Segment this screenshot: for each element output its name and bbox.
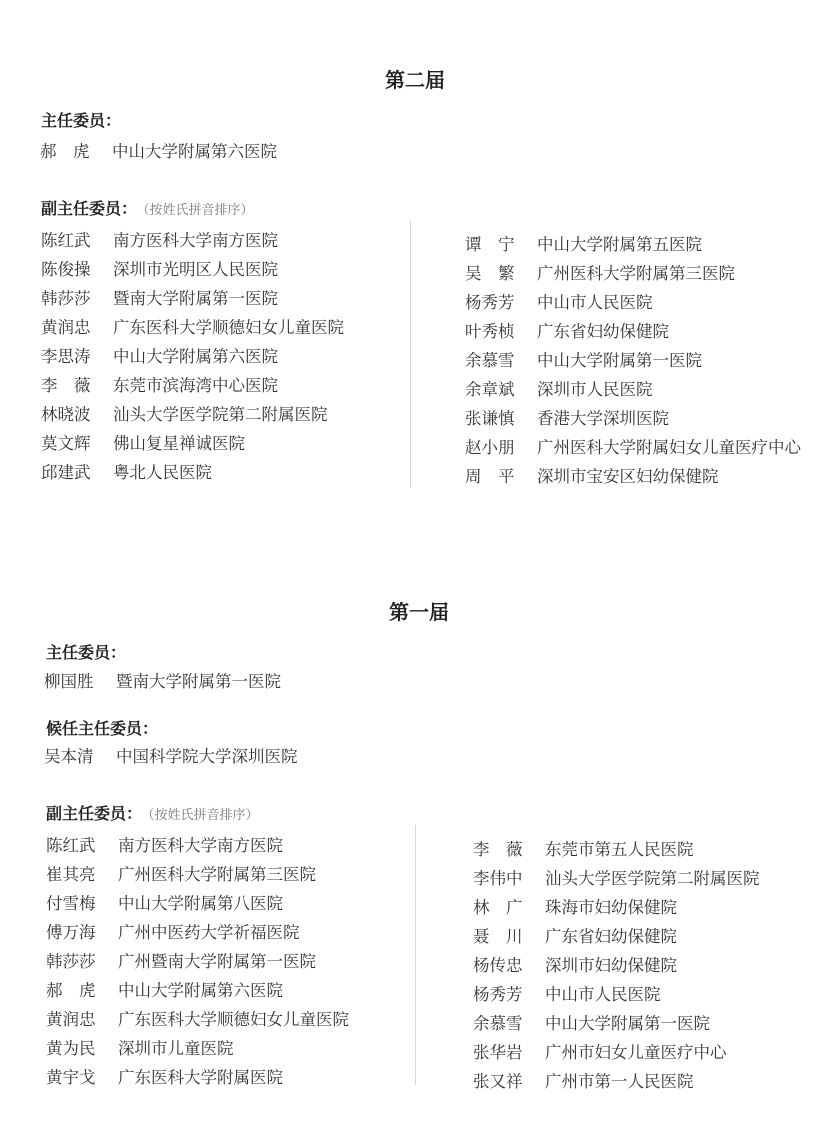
session1-vice-label <box>46 801 259 824</box>
vice-label-text: 副主任委员： <box>46 804 143 823</box>
member-name: 吴 繁 <box>465 264 515 283</box>
member-name: 张又祥 <box>473 1072 523 1091</box>
member-name: 李 薇 <box>41 376 91 395</box>
member-org: 汕头大学医学院第二附属医院 <box>113 405 328 424</box>
member-org: 中山大学附属第六医院 <box>118 981 283 1000</box>
member-org: 暨南大学附属第一医院 <box>113 289 278 308</box>
list-item <box>41 255 344 284</box>
session2-left-column <box>41 226 344 487</box>
column-divider <box>415 825 416 1085</box>
member-org: 南方医科大学南方医院 <box>118 836 283 855</box>
member-name: 李思涛 <box>41 347 91 366</box>
list-item <box>46 976 349 1005</box>
member-org: 广州医科大学附属妇女儿童医疗中心 <box>537 438 801 457</box>
session1-designate-label: 候任主任委员： <box>46 719 159 738</box>
column-divider <box>410 220 411 488</box>
list-item <box>465 404 801 433</box>
list-item <box>41 400 344 429</box>
member-name: 张谦慎 <box>465 409 515 428</box>
member-org: 深圳市人民医院 <box>537 380 653 399</box>
session2-vice-label <box>41 196 254 219</box>
list-item <box>41 313 344 342</box>
member-name: 黄润忠 <box>46 1010 96 1029</box>
member-name: 柳国胜 <box>44 672 94 691</box>
member-org: 深圳市儿童医院 <box>118 1039 234 1058</box>
list-item <box>473 1067 760 1096</box>
session2-right-column <box>465 230 801 491</box>
member-name: 赵小朋 <box>465 438 515 457</box>
member-name: 杨秀芳 <box>473 985 523 1004</box>
member-org: 东莞市第五人民医院 <box>545 840 694 859</box>
list-item <box>41 226 344 255</box>
session2-chair-row <box>40 138 277 162</box>
list-item <box>465 317 801 346</box>
member-org: 广东医科大学顺德妇女儿童医院 <box>113 318 344 337</box>
member-org: 中山市人民医院 <box>537 293 653 312</box>
list-item <box>465 230 801 259</box>
list-item <box>41 458 344 487</box>
session1-left-column <box>46 831 349 1092</box>
session2-title: 第二届 <box>385 68 445 92</box>
session2-chair-label: 主任委员： <box>41 111 122 130</box>
member-org: 广东省妇幼保健院 <box>545 927 677 946</box>
member-org: 汕头大学医学院第二附属医院 <box>545 869 760 888</box>
member-org: 广州医科大学附属第三医院 <box>118 865 316 884</box>
member-name: 周 平 <box>465 467 515 486</box>
list-item <box>473 864 760 893</box>
list-item <box>41 429 344 458</box>
member-name: 杨秀芳 <box>465 293 515 312</box>
member-org: 东莞市滨海湾中心医院 <box>113 376 278 395</box>
member-org: 中山大学附属第五医院 <box>537 235 702 254</box>
sort-note: （按姓氏拼音排序） <box>143 203 254 218</box>
member-name: 叶秀桢 <box>465 322 515 341</box>
member-name: 余慕雪 <box>473 1014 523 1033</box>
member-name: 郝 虎 <box>46 981 96 1000</box>
member-org: 中国科学院大学深圳医院 <box>116 747 298 766</box>
member-name: 张华岩 <box>473 1043 523 1062</box>
session1-right-column <box>473 835 760 1096</box>
list-item <box>473 1009 760 1038</box>
list-item <box>473 893 760 922</box>
member-org: 广州暨南大学附属第一医院 <box>118 952 316 971</box>
list-item <box>46 1034 349 1063</box>
member-org: 香港大学深圳医院 <box>537 409 669 428</box>
member-name: 李 薇 <box>473 840 523 859</box>
member-org: 深圳市光明区人民医院 <box>113 260 278 279</box>
list-item <box>465 375 801 404</box>
list-item <box>41 342 344 371</box>
list-item <box>473 980 760 1009</box>
list-item <box>46 918 349 947</box>
member-org: 广州中医药大学祈福医院 <box>118 923 300 942</box>
member-name: 郝 虎 <box>40 142 90 161</box>
member-name: 李伟中 <box>473 869 523 888</box>
list-item <box>41 371 344 400</box>
member-org: 中山大学附属第六医院 <box>112 142 277 161</box>
list-item <box>46 831 349 860</box>
list-item <box>465 462 801 491</box>
member-name: 余慕雪 <box>465 351 515 370</box>
list-item <box>46 1063 349 1092</box>
vice-label-text: 副主任委员： <box>41 199 138 218</box>
session1-chair-row <box>44 668 281 692</box>
list-item <box>465 433 801 462</box>
member-org: 珠海市妇幼保健院 <box>545 898 677 917</box>
list-item <box>46 889 349 918</box>
member-name: 陈红武 <box>41 231 91 250</box>
list-item <box>473 835 760 864</box>
member-name: 陈俊操 <box>41 260 91 279</box>
member-org: 南方医科大学南方医院 <box>113 231 278 250</box>
list-item <box>473 1038 760 1067</box>
member-name: 傅万海 <box>46 923 96 942</box>
member-name: 林晓波 <box>41 405 91 424</box>
member-name: 崔其亮 <box>46 865 96 884</box>
member-org: 中山市人民医院 <box>545 985 661 1004</box>
member-name: 谭 宁 <box>465 235 515 254</box>
member-org: 中山大学附属第一医院 <box>537 351 702 370</box>
session1-title: 第一届 <box>389 600 449 624</box>
member-name: 韩莎莎 <box>46 952 96 971</box>
member-org: 广东医科大学顺德妇女儿童医院 <box>118 1010 349 1029</box>
member-org: 暨南大学附属第一医院 <box>116 672 281 691</box>
session1-chair-label: 主任委员： <box>46 643 127 662</box>
member-name: 莫文辉 <box>41 434 91 453</box>
sort-note: （按姓氏拼音排序） <box>148 808 259 823</box>
member-name: 聂 川 <box>473 927 523 946</box>
member-org: 深圳市宝安区妇幼保健院 <box>537 467 719 486</box>
member-org: 中山大学附属第八医院 <box>118 894 283 913</box>
member-name: 付雪梅 <box>46 894 96 913</box>
member-org: 粤北人民医院 <box>113 463 212 482</box>
member-org: 广州医科大学附属第三医院 <box>537 264 735 283</box>
member-name: 韩莎莎 <box>41 289 91 308</box>
member-name: 黄为民 <box>46 1039 96 1058</box>
list-item <box>465 288 801 317</box>
member-name: 黄润忠 <box>41 318 91 337</box>
member-org: 中山大学附属第一医院 <box>545 1014 710 1033</box>
member-org: 广东医科大学附属医院 <box>118 1068 283 1087</box>
list-item <box>473 922 760 951</box>
member-name: 余章斌 <box>465 380 515 399</box>
list-item <box>473 951 760 980</box>
list-item <box>465 259 801 288</box>
member-org: 中山大学附属第六医院 <box>113 347 278 366</box>
list-item <box>41 284 344 313</box>
member-name: 邱建武 <box>41 463 91 482</box>
member-name: 黄宇戈 <box>46 1068 96 1087</box>
member-org: 深圳市妇幼保健院 <box>545 956 677 975</box>
member-org: 佛山复星禅诚医院 <box>113 434 245 453</box>
list-item <box>46 1005 349 1034</box>
member-org: 广州市妇女儿童医疗中心 <box>545 1043 727 1062</box>
list-item <box>465 346 801 375</box>
list-item <box>46 947 349 976</box>
member-name: 吴本清 <box>44 747 94 766</box>
member-name: 陈红武 <box>46 836 96 855</box>
member-name: 杨传忠 <box>473 956 523 975</box>
member-name: 林 广 <box>473 898 523 917</box>
member-org: 广东省妇幼保健院 <box>537 322 669 341</box>
session1-designate-row <box>44 743 298 767</box>
list-item <box>46 860 349 889</box>
member-org: 广州市第一人民医院 <box>545 1072 694 1091</box>
